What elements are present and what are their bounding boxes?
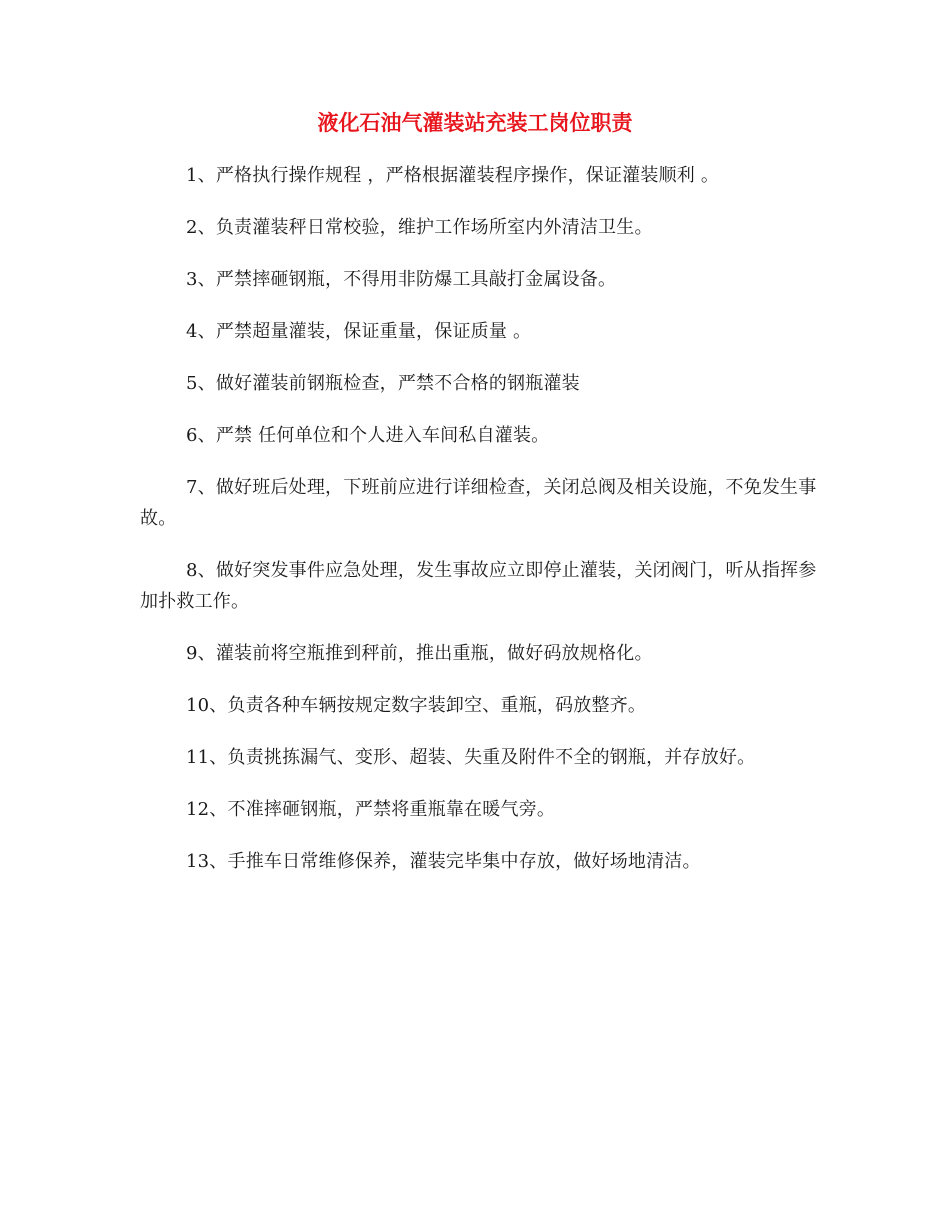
duty-item-4: 4、严禁超量灌装，保证重量，保证质量 。 xyxy=(186,321,532,342)
duty-item-2: 2、负责灌装秤日常校验，维护工作场所室内外清洁卫生。 xyxy=(186,217,653,238)
duty-item-1: 1、严格执行操作规程 ，严格根据灌装程序操作，保证灌装顺利 。 xyxy=(186,165,720,186)
duty-item-10: 10、负责各种车辆按规定数字装卸空、重瓶，码放整齐。 xyxy=(186,695,647,716)
duty-item-12: 12、不准摔砸钢瓶，严禁将重瓶靠在暖气旁。 xyxy=(186,799,556,820)
duty-item-3: 3、严禁摔砸钢瓶，不得用非防爆工具敲打金属设备。 xyxy=(186,269,617,290)
duty-item-8: 8、做好突发事件应急处理，发生事故应立即停止灌装，关闭阀门，听从指挥参加扑救工作。 xyxy=(140,560,817,612)
duty-item-7: 7、做好班后处理，下班前应进行详细检查，关闭总阀及相关设施，不免发生事故。 xyxy=(140,477,817,529)
duty-item-6: 6、严禁 任何单位和个人进入车间私自灌装。 xyxy=(186,425,550,446)
duty-item-13: 13、手推车日常维修保养，灌装完毕集中存放，做好场地清洁。 xyxy=(186,851,701,872)
duty-item-5: 5、做好灌装前钢瓶检查，严禁不合格的钢瓶灌装 xyxy=(186,373,580,394)
duty-list xyxy=(140,160,830,898)
document-title: 液化石油气灌装站充装工岗位职责 xyxy=(317,111,633,135)
duty-item-9: 9、灌装前将空瓶推到秤前，推出重瓶，做好码放规格化。 xyxy=(186,643,653,664)
duty-item-11: 11、负责挑拣漏气、变形、超装、失重及附件不全的钢瓶，并存放好。 xyxy=(186,747,756,768)
